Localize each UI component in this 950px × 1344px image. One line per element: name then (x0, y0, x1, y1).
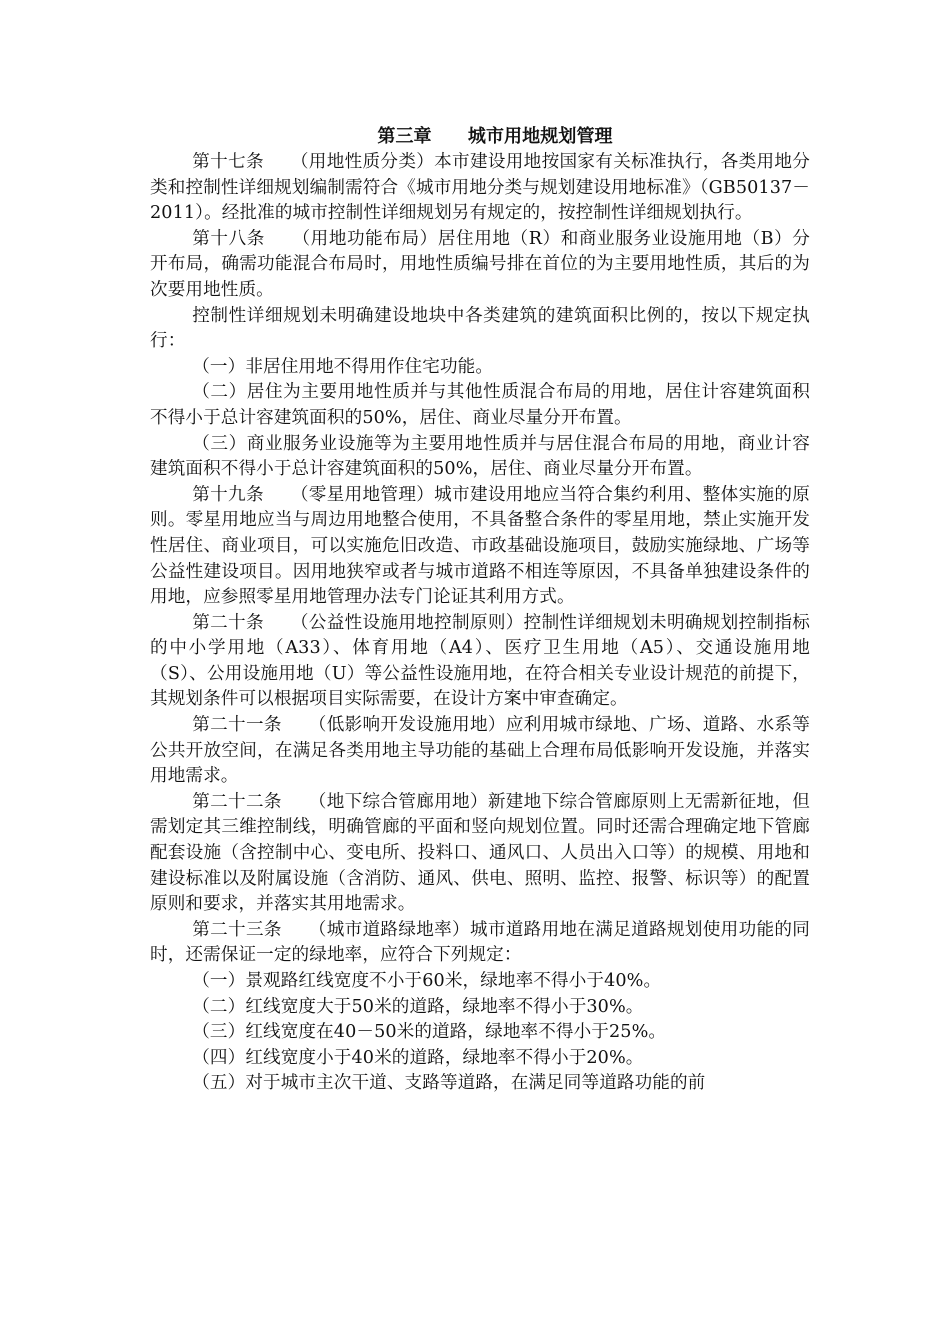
green-rate-item-1: （一）景观路红线宽度不小于60米，绿地率不得小于40%。 (192, 971, 662, 991)
article-23: 第二十三条 （城市道路绿地率）城市道路用地在满足道路规划使用功能的同时，还需保证一定的绿地率，应符合下列规定： (150, 919, 810, 966)
article-21: 第二十一条 （低影响开发设施用地）应利用城市绿地、广场、道路、水系等公共开放空间，在满足各类用地主导功能的基础上合理布局低影响开发设施，并落实用地需求。 (150, 715, 810, 787)
paragraph-building-ratio-rule: 控制性详细规划未明确建设地块中各类建筑的建筑面积比例的，按以下规定执行： (150, 305, 810, 352)
article-19: 第十九条 （零星用地管理）城市建设用地应当符合集约利用、整体实施的原则。零星用地应当与周边用地整合使用，不具备整合条件的零星用地，禁止实施开发性居住、商业项目，可以实施危旧改造、市政基础设施项目，鼓励实施绿地、广场等公益性建设项目。因用地狭窄或者与城市道路不相连等原因，不具备单独建设条件的用地，应参照零星用地管理办法专门论证其利用方式。 (150, 484, 810, 608)
article-20: 第二十条 （公益性设施用地控制原则）控制性详细规划未明确规划控制指标的中小学用地（A33）、体育用地（A4）、医疗卫生用地（A5）、交通设施用地（S）、公用设施用地（U）等公益性设施用地，在符合相关专业设计规范的前提下，其规划条件可以根据项目实际需要，在设计方案中审查确定。 (150, 612, 810, 710)
list-item-1: （一）非居住用地不得用作住宅功能。 (192, 356, 494, 377)
article-22: 第二十二条 （地下综合管廊用地）新建地下综合管廊原则上无需新征地，但需划定其三维控制线，明确管廊的平面和竖向规划位置。同时还需合理确定地下管廊配套设施（含控制中心、变电所、投料口、通风口、人员出入口等）的规模、用地和建设标准以及附属设施（含消防、通风、供电、照明、监控、报警、标识等）的配置原则和要求，并落实其用地需求。 (150, 791, 810, 915)
green-rate-item-3: （三）红线宽度在40－50米的道路，绿地率不得小于25%。 (192, 1022, 667, 1043)
list-item-3: （三）商业服务业设施等为主要用地性质并与居住混合布局的用地，商业计容建筑面积不得小于总计容建筑面积的50%，居住、商业尽量分开布置。 (150, 433, 810, 480)
green-rate-item-4: （四）红线宽度小于40米的道路，绿地率不得小于20%。 (192, 1047, 644, 1068)
document-body (150, 124, 810, 1097)
green-rate-item-2: （二）红线宽度大于50米的道路，绿地率不得小于30%。 (192, 996, 644, 1017)
green-rate-item-5: （五）对于城市主次干道、支路等道路，在满足同等道路功能的前 (192, 1073, 706, 1094)
article-18: 第十八条 （用地功能布局）居住用地（R）和商业服务业设施用地（B）分开布局，确需功能混合布局时，用地性质编号排在首位的为主要用地性质，其后的为次要用地性质。 (150, 228, 810, 300)
article-17: 第十七条 （用地性质分类）本市建设用地按国家有关标准执行，各类用地分类和控制性详细规划编制需符合《城市用地分类与规划建设用地标准》（GB50137－2011）。经批准的城市控制性详细规划另有规定的，按控制性详细规划执行。 (150, 152, 810, 224)
list-item-2: （二）居住为主要用地性质并与其他性质混合布局的用地，居住计容建筑面积不得小于总计容建筑面积的50%，居住、商业尽量分开布置。 (150, 382, 810, 428)
chapter-title: 第三章 城市用地规划管理 (377, 126, 613, 147)
